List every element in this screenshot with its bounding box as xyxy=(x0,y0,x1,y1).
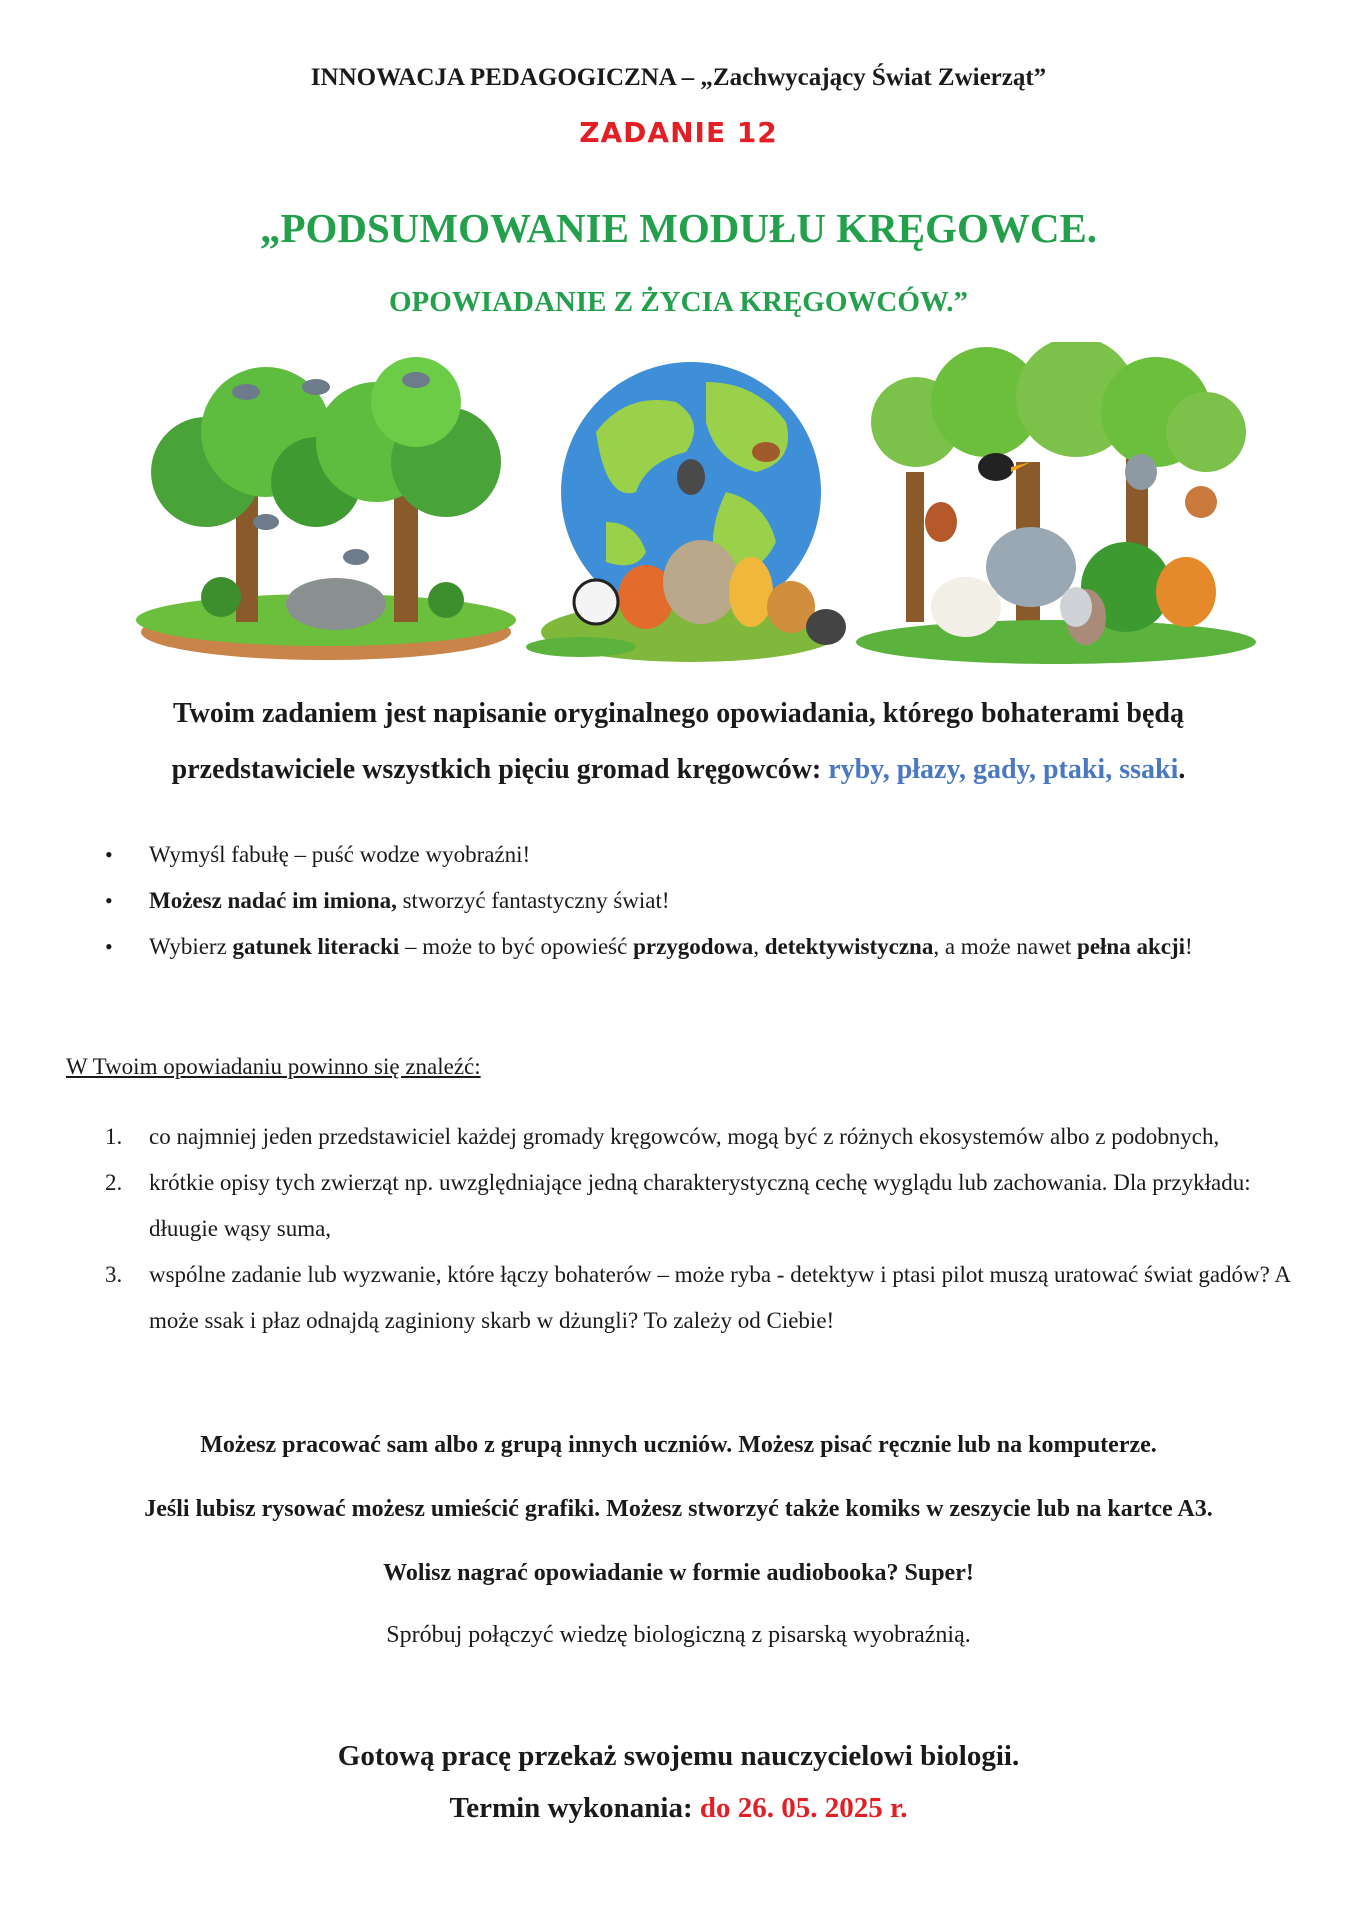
tip-text: stworzyć fantastyczny świat! xyxy=(396,888,670,913)
tip-text: – może to być opowieść xyxy=(399,934,634,959)
item-number: 2. xyxy=(105,1170,123,1195)
tip-bold: detektywistyczna xyxy=(764,934,934,959)
list-item xyxy=(105,924,1287,970)
header-line: INNOWACJA PEDAGOGICZNA – „Zachwycający Świat Zwierząt” xyxy=(310,64,1047,91)
list-item xyxy=(105,832,1287,878)
tip-text: , xyxy=(753,934,765,959)
task-number: ZADANIE 12 xyxy=(579,116,778,149)
list-item xyxy=(105,1252,1297,1344)
intro-line-2: przedstawiciele wszystkich pięciu gromad kręgowców: xyxy=(171,754,829,785)
intro-end: . xyxy=(1178,754,1186,785)
tip-bold: przygodowa xyxy=(633,934,754,959)
item-text: krótkie opisy tych zwierząt np. uwzględniające jedną charakterystyczną cechę wyglądu lub zachowania. Dla przykładu: dłuugie wąsy suma, xyxy=(149,1170,1251,1241)
tip-text: Wymyśl fabułę – puść wodze wyobraźni! xyxy=(149,842,531,867)
item-text: co najmniej jeden przedstawiciel każdej gromady kręgowców, mogą być z różnych ekosystemów albo z podobnych, xyxy=(149,1124,1220,1149)
tip-bold: pełna akcji xyxy=(1077,934,1186,959)
vertebrate-classes: ryby, płazy, gady, ptaki, ssaki xyxy=(828,754,1179,785)
tip-bold: Możesz nadać im imiona, xyxy=(149,888,397,913)
info-line-4: Spróbuj połączyć wiedzę biologiczną z pisarską wyobraźnią. xyxy=(386,1622,971,1648)
info-line-2: Jeśli lubisz rysować możesz umieścić grafiki. Możesz stworzyć także komiks w zeszycie lub na kartce A3. xyxy=(144,1496,1213,1522)
title-line-1: „PODSUMOWANIE MODUŁU KRĘGOWCE. xyxy=(259,205,1098,251)
deadline-date: do 26. 05. 2025 r. xyxy=(699,1792,908,1824)
list-item xyxy=(105,878,1287,924)
info-line-1: Możesz pracować sam albo z grupą innych uczniów. Możesz pisać ręcznie lub na komputerze. xyxy=(200,1432,1157,1458)
tip-text: , a może nawet xyxy=(933,934,1078,959)
item-number: 3. xyxy=(105,1262,123,1287)
title-line-2: OPOWIADANIE Z ŻYCIA KRĘGOWCÓW.” xyxy=(388,286,968,318)
list-item xyxy=(105,1160,1297,1252)
earth-globe-icon xyxy=(526,362,846,662)
intro-paragraph xyxy=(60,686,1297,798)
info-line-3: Wolisz nagrać opowiadanie w formie audiobooka? Super! xyxy=(383,1560,974,1586)
jungle-trees-icon xyxy=(856,342,1256,664)
item-number: 1. xyxy=(105,1124,123,1149)
list-item xyxy=(105,1114,1297,1160)
tip-text: ! xyxy=(1185,934,1193,959)
tip-bold: gatunek literacki xyxy=(232,934,400,959)
deadline xyxy=(0,1792,1357,1825)
tips-list xyxy=(105,832,1287,970)
intro-line-1: Twoim zadaniem jest napisanie oryginalnego opowiadania, którego bohaterami będą xyxy=(173,698,1184,729)
tip-text: Wybierz xyxy=(149,934,233,959)
deadline-label: Termin wykonania: xyxy=(449,1792,700,1824)
forest-island-icon xyxy=(136,357,516,660)
animals-illustration xyxy=(126,342,1256,672)
submit-instruction: Gotową pracę przekaż swojemu nauczycielowi biologii. xyxy=(337,1740,1020,1772)
requirements-heading: W Twoim opowiadaniu powinno się znaleźć: xyxy=(66,1054,481,1079)
item-text: wspólne zadanie lub wyzwanie, które łączy bohaterów – może ryba - detektyw i ptasi pilot muszą uratować świat gadów? A może ssak i płaz odnajdą zaginiony skarb w dżungli? To zależy od Ciebie! xyxy=(149,1262,1290,1333)
requirements-list xyxy=(105,1114,1297,1344)
